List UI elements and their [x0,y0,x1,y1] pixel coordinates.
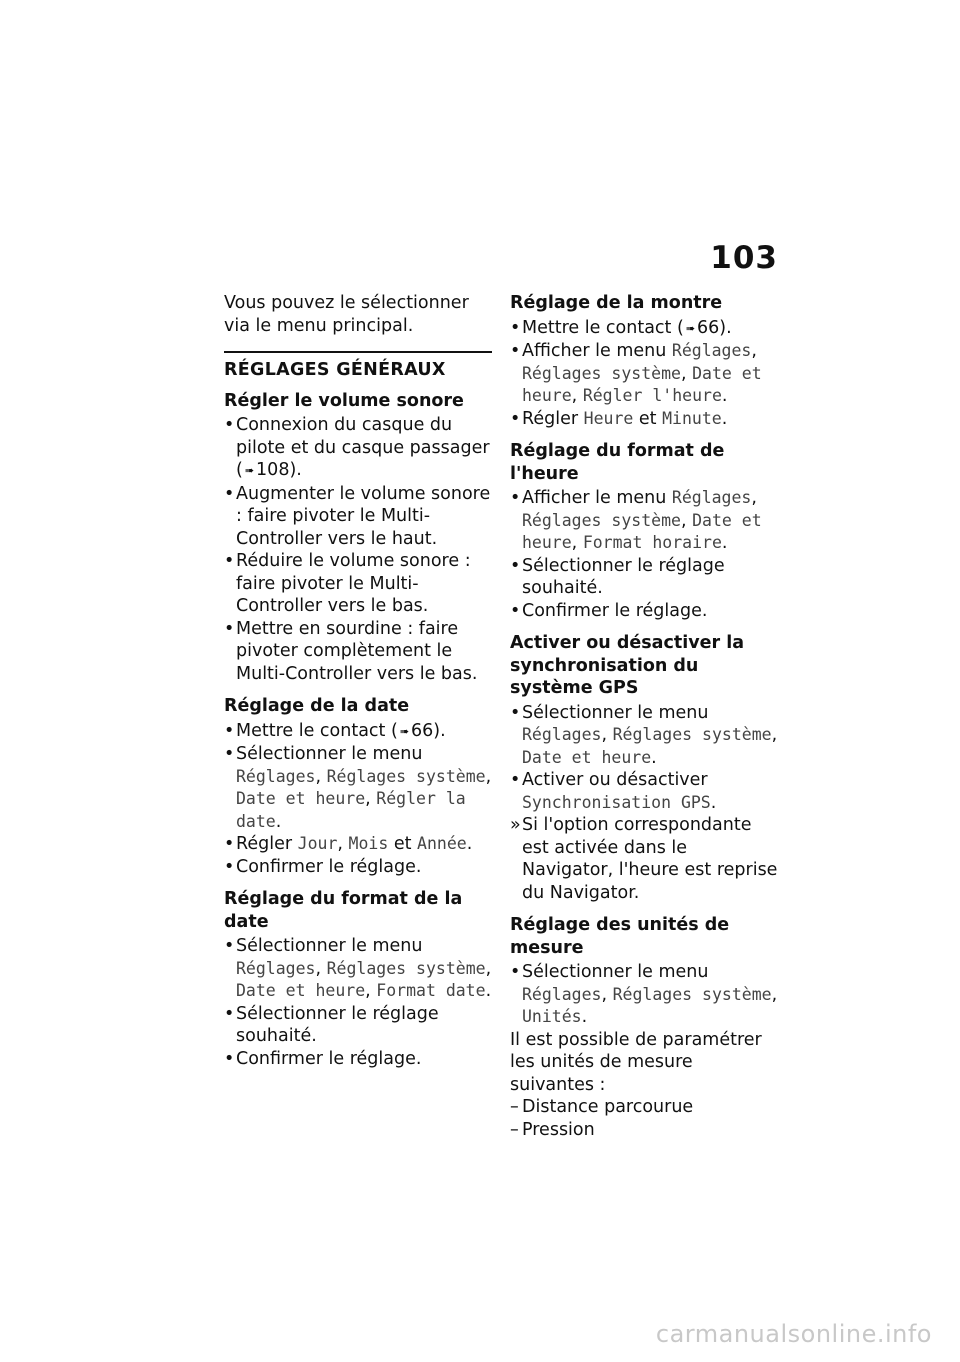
date-heading: Réglage de la date [224,696,410,716]
units-list [510,961,778,1029]
list-item: • Réduire le volume sonore : faire pivoter le Multi-Controller vers le bas. [224,550,492,618]
gps-list [510,702,778,815]
list-item: • Régler Jour, Mois et Année. [224,833,492,856]
arrow-right-icon: ➠ [685,321,696,335]
right-column [510,292,778,1141]
left-column [224,292,492,1070]
volume-heading: Régler le volume sonore [224,390,464,411]
list-item: • Confirmer le réglage. [510,600,778,623]
clock-heading: Réglage de la montre [510,293,723,313]
gps-heading: Activer ou désactiver la synchronisation du système GPS [510,633,745,698]
list-item: • Mettre le contact ( ➠ 66). [224,720,492,744]
menu-path: Réglages [236,766,316,786]
list-item: • Sélectionner le menu Réglages, Réglages système, Unités. [510,961,778,1029]
section-title: RÉGLAGES GÉNÉRAUX [224,351,492,382]
list-item: – Pression [510,1119,778,1142]
list-item: • Activer ou désactiver Synchronisation GPS. [510,769,778,814]
list-item: • Mettre en sourdine : faire pivoter complètement le Multi-Controller vers le bas. [224,618,492,686]
date-format-list [224,935,492,1070]
list-item: • Sélectionner le menu Réglages, Réglages système, Date et heure, Format date. [224,935,492,1003]
list-item: • Augmenter le volume sonore : faire pivoter le Multi-Controller vers le haut. [224,483,492,551]
units-heading: Réglage des unités de mesure [510,915,730,958]
watermark: carmanualsonline.info [655,1320,932,1348]
list-item: • Afficher le menu Réglages, Réglages système, Date et heure, Format horaire. [510,487,778,555]
list-item: • Sélectionner le réglage souhaité. [224,1003,492,1048]
list-item: • Mettre le contact ( ➠ 66). [510,317,778,341]
list-item: • Confirmer le réglage. [224,856,492,879]
arrow-right-icon: ➠ [244,464,255,477]
time-format-list [510,487,778,622]
list-item: • Afficher le menu Réglages, Réglages système, Date et heure, Régler l'heure. [510,340,778,408]
list-item: • Confirmer le réglage. [224,1048,492,1071]
arrow-right-icon: ➠ [399,724,410,738]
date-format-heading: Réglage du format de la date [224,889,463,932]
list-item: • Connexion du casque du pilote et du casque passager ( ➠ 108). [224,414,492,483]
list-item: • Sélectionner le menu Réglages, Réglages système, Date et heure. [510,702,778,770]
intro-text: Vous pouvez le sélectionner via le menu principal. [224,293,469,336]
clock-list [510,317,778,431]
page-number: 103 [710,240,778,276]
list-item: • Sélectionner le menu Réglages, Réglages système, Date et heure, Régler la date. [224,743,492,833]
result-text: » Si l'option correspondante est activée dans le Navigator, l'heure est reprise du Navigator. [510,814,778,904]
date-list [224,720,492,879]
volume-list [224,414,492,685]
time-format-heading: Réglage du format de l'heure [510,441,725,484]
list-item: • Sélectionner le réglage souhaité. [510,555,778,600]
list-item: • Régler Heure et Minute. [510,408,778,431]
list-item: – Distance parcourue [510,1096,778,1119]
units-paragraph: Il est possible de paramétrer les unités de mesure suivantes : [510,1029,762,1095]
units-dash-list [510,1096,778,1141]
